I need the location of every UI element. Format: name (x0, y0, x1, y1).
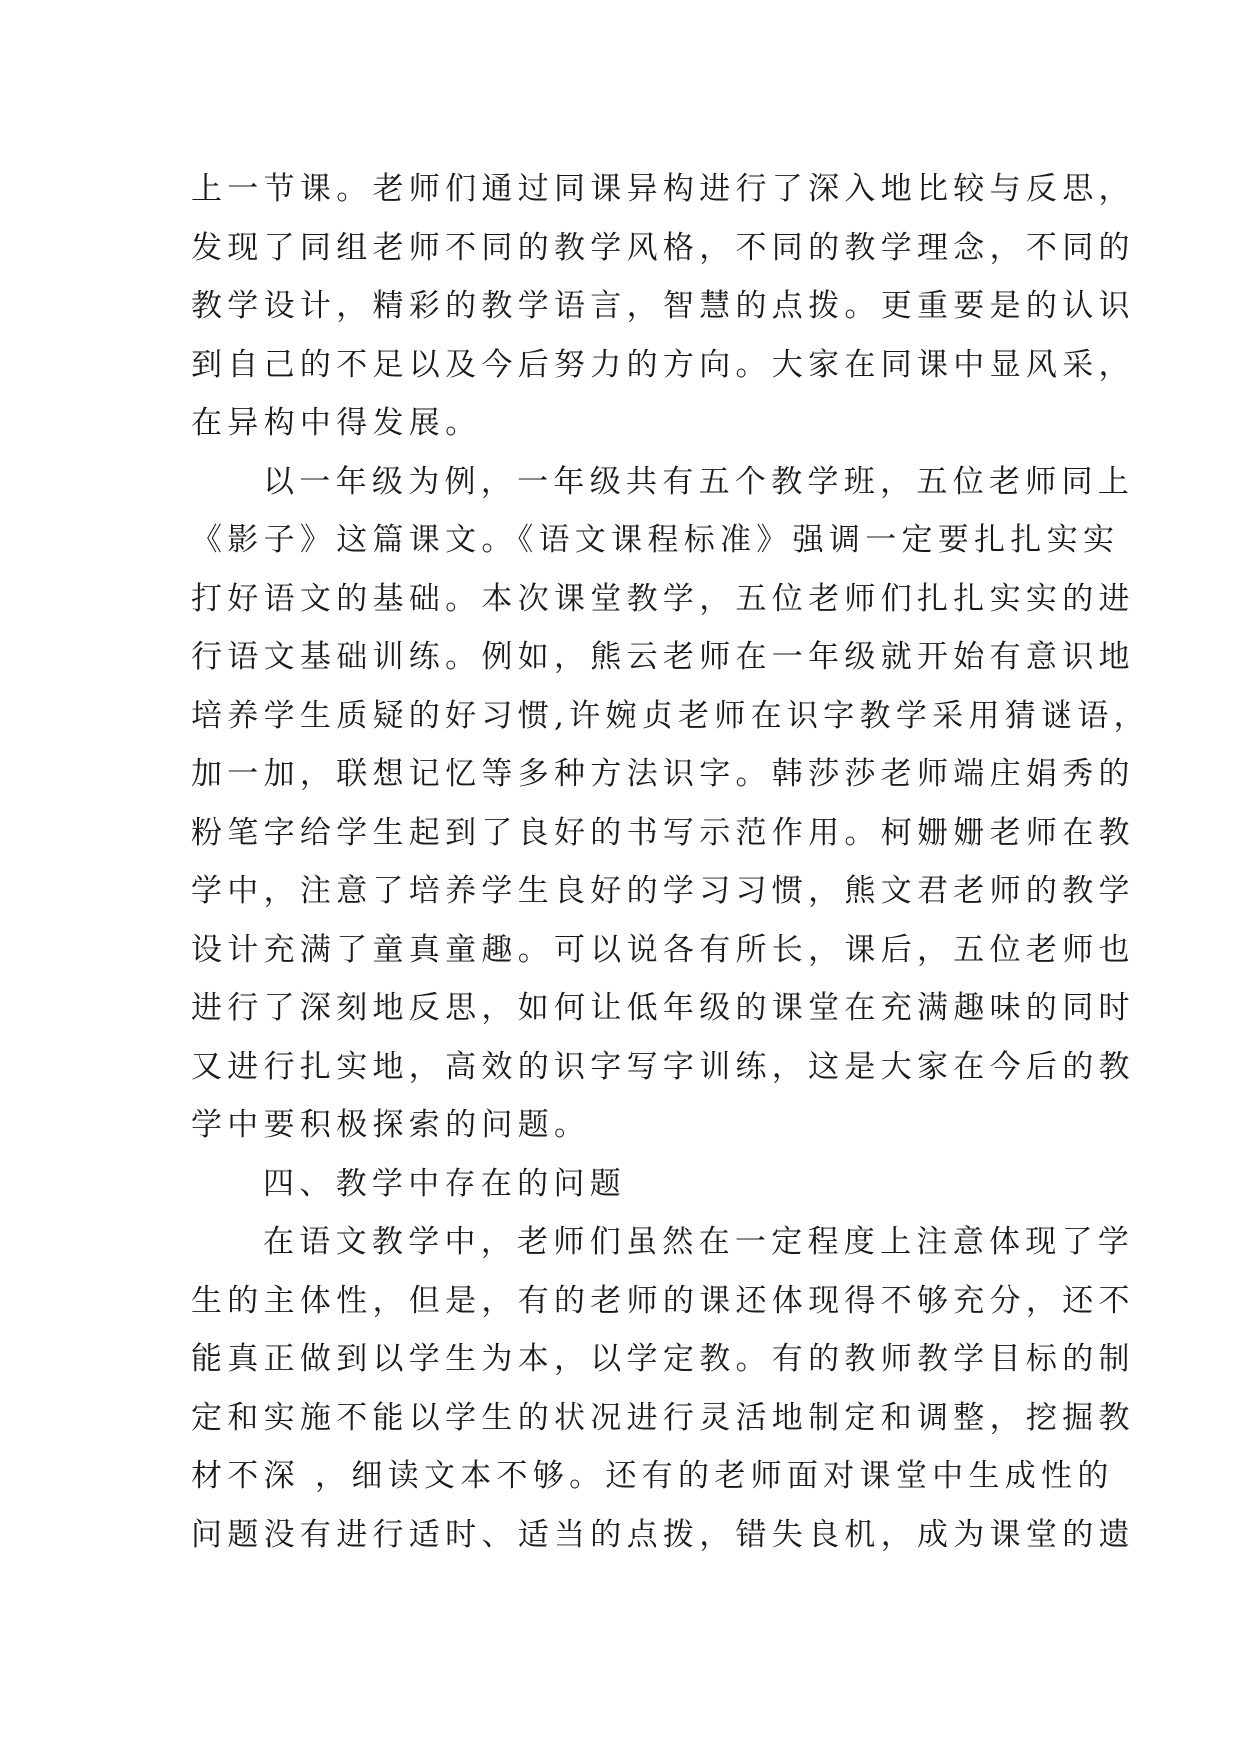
text-line: 打好语文的基础。本次课堂教学，五位老师们扎扎实实的进 (191, 580, 1135, 617)
text-line: 在异构中得发展。 (191, 405, 482, 441)
text-line: 又进行扎实地，高效的识字写字训练，这是大家在今后的教 (191, 1048, 1135, 1085)
text-line: 学中要积极探索的问题。 (191, 1107, 591, 1143)
text-line: 定和实施不能以学生的状况进行灵活地制定和调整，挖掘教 (191, 1399, 1135, 1436)
text-line: 教学设计，精彩的教学语言，智慧的点拨。更重要是的认识 (191, 288, 1135, 324)
section-heading: 四、教学中存在的问题 (263, 1165, 626, 1202)
text-line: 上一节课。老师们通过同课异构进行了深入地比较与反思， (191, 171, 1135, 207)
paragraph-first-line: 在语文教学中，老师们虽然在一定程度上注意体现了学 (263, 1224, 1135, 1260)
text-line: 能真正做到以学生为本，以学定教。有的教师教学目标的制 (191, 1341, 1135, 1377)
paragraph-first-line: 以一年级为例，一年级共有五个教学班，五位老师同上 (263, 463, 1135, 500)
text-line: 行语文基础训练。例如，熊云老师在一年级就开始有意识地 (191, 639, 1135, 675)
text-line: 材不深 ，细读文本不够。还有的老师面对课堂中生成性的 (191, 1458, 1114, 1494)
text-line: 设计充满了童真童趣。可以说各有所长，课后，五位老师也 (191, 931, 1135, 968)
text-line: 发现了同组老师不同的教学风格，不同的教学理念，不同的 (191, 229, 1135, 266)
text-line: 问题没有进行适时、适当的点拨，错失良机，成为课堂的遗 (191, 1516, 1135, 1553)
text-line: 学中，注意了培养学生良好的学习习惯，熊文君老师的教学 (191, 873, 1135, 909)
text-line: 到自己的不足以及今后努力的方向。大家在同课中显风采， (191, 346, 1135, 383)
text-line: 培养学生质疑的好习惯,许婉贞老师在识字教学采用猜谜语， (191, 697, 1150, 734)
text-line: 加一加，联想记忆等多种方法识字。韩莎莎老师端庄娟秀的 (191, 756, 1135, 792)
text-line: 《影子》这篇课文。《语文课程标准》强调一定要扎扎实实 (191, 522, 1120, 558)
text-line: 进行了深刻地反思，如何让低年级的课堂在充满趣味的同时 (191, 990, 1135, 1026)
document-body (191, 160, 1150, 1564)
text-line: 生的主体性，但是，有的老师的课还体现得不够充分，还不 (191, 1282, 1135, 1319)
text-line: 粉笔字给学生起到了良好的书写示范作用。柯姗姗老师在教 (191, 814, 1135, 851)
